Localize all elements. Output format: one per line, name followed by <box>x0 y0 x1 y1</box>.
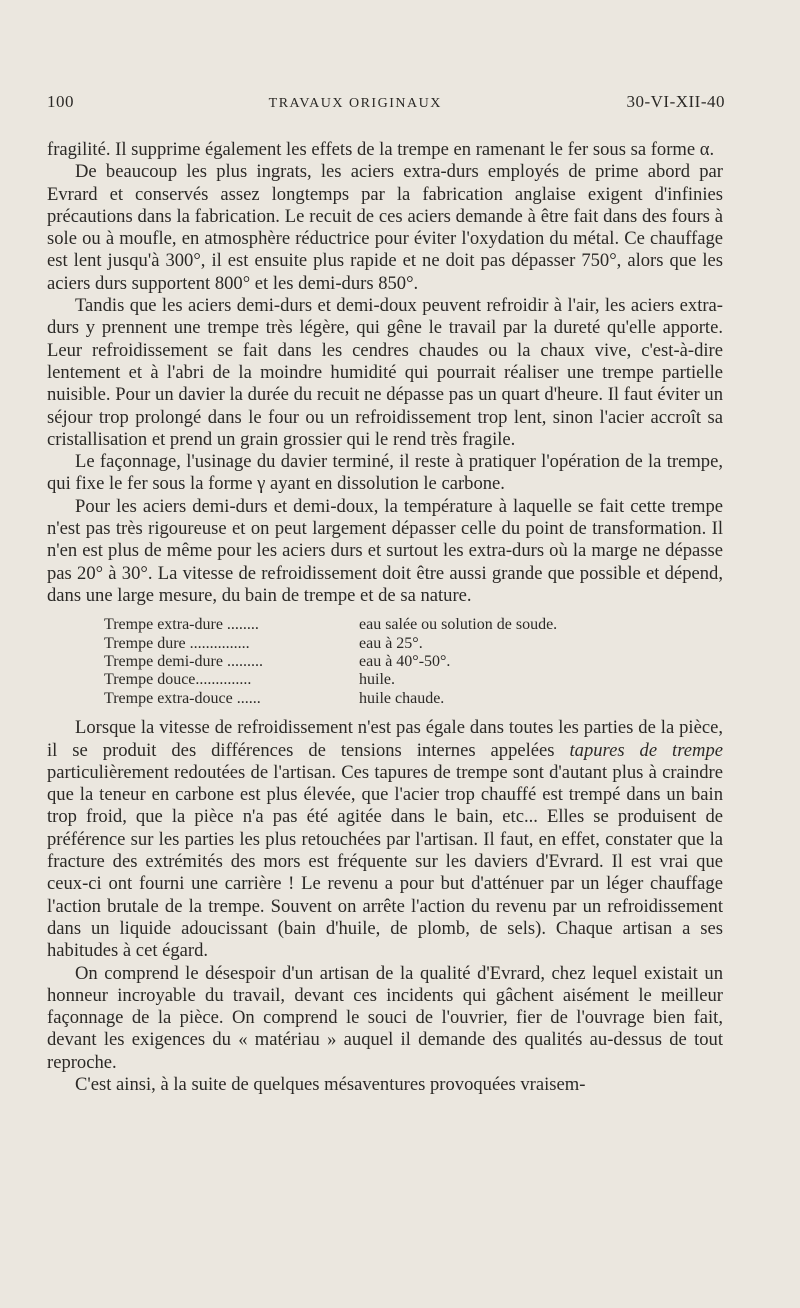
table-label: Trempe extra-dure ........ <box>104 616 259 634</box>
paragraph-text: Lorsque la vitesse de refroidissement n'est pas égale dans toutes les parties de la pièce, il se produit des différences de tensions internes appelées <box>47 717 723 761</box>
table-row <box>104 616 723 634</box>
table-row <box>104 653 723 671</box>
table-value: eau à 40°-50°. <box>359 653 451 671</box>
paragraph: Le façonnage, l'usinage du davier terminé, il reste à pratiquer l'opération de la trempe, qui fixe le fer sous la forme γ ayant en dissolution le carbone. <box>47 451 723 495</box>
page-number: 100 <box>47 92 74 111</box>
running-header <box>47 92 725 112</box>
trempe-table <box>104 616 723 708</box>
paragraph: On comprend le désespoir d'un artisan de la qualité d'Evrard, chez lequel existait un honneur incroyable du travail, devant ces incidents qui gâchent aisément le meilleur façonnage de la pièce. On comprend le souci de l'ouvrier, fier de l'ouvrage bien fait, devant les exigences du « matériau » auquel il demande des qualités au-dessus de tout reproche. <box>47 962 723 1073</box>
table-label: Trempe dure ............... <box>104 634 250 652</box>
body-text <box>47 139 723 1096</box>
table-value: huile. <box>359 671 395 689</box>
table-label: Trempe extra-douce ...... <box>104 689 261 707</box>
table-row <box>104 635 723 653</box>
italic-term: tapures de trempe <box>569 739 723 761</box>
journal-section-title: TRAVAUX ORIGINAUX <box>268 96 442 111</box>
table-row <box>104 690 723 708</box>
paragraph: C'est ainsi, à la suite de quelques mésaventures provoquées vraisem- <box>75 1074 586 1096</box>
paragraph: Pour les aciers demi-durs et demi-doux, la température à laquelle se fait cette trempe n'est pas très rigoureuse et on peut largement dépasser celle du point de transformation. Il n'en est plus de même pour les aciers durs et surtout les extra-durs où la marge ne dépasse pas 20° à 30°. La vitesse de refroidissement doit être aussi grande que possible et dépend, dans une large mesure, du bain de trempe et de sa nature. <box>47 495 723 606</box>
table-value: eau à 25°. <box>359 634 423 652</box>
paragraph: Tandis que les aciers demi-durs et demi-doux peuvent refroidir à l'air, les aciers extra-durs y prennent une trempe très légère, qui gêne le travail par la dureté qu'elle apporte. Leur refroidissement se fait dans les cendres chaudes ou la chaux vive, c'est-à-dire lentement et à l'abri de la moindre humidité qui pourrait réaliser une trempe partielle nuisible. Pour un davier la durée du recuit ne dépasse pas un quart d'heure. Il faut éviter un séjour trop prolongé dans le four ou un refroidissement trop lent, sinon l'acier accroît sa cristallisation et prend un grain grossier qui le rend très fragile. <box>47 295 723 450</box>
table-label: Trempe douce.............. <box>104 671 252 689</box>
table-value: huile chaude. <box>359 689 445 707</box>
paragraph: De beaucoup les plus ingrats, les aciers extra-durs employés de prime abord par Evrard et conservés assez longtemps par la fabrication anglaise exigent d'infinies précautions dans la fabrication. Le recuit de ces aciers demande à être fait dans des fours à sole ou à moufle, en atmosphère réductrice pour éviter l'oxydation du métal. Ce chauffage est lent jusqu'à 300°, il est ensuite plus rapide et ne doit pas dépasser 750°, alors que les aciers durs supportent 800° et les demi-durs 850°. <box>47 161 723 294</box>
table-value: eau salée ou solution de soude. <box>359 616 558 634</box>
table-row <box>104 671 723 689</box>
paragraph: fragilité. Il supprime également les effets de la trempe en ramenant le fer sous sa forme α. <box>47 139 715 160</box>
table-label: Trempe demi-dure ......... <box>104 653 263 671</box>
paragraph <box>47 717 723 962</box>
issue-number: 30-VI-XII-40 <box>626 92 725 111</box>
paragraph-text: particulièrement redoutées de l'artisan. Ces tapures de trempe sont d'autant plus à craindre que la teneur en carbone est plus élevée, que l'acier trop chauffé est trempé dans un bain trop froid, que la pièce n'a pas été agitée dans le bain, etc... Elles se produisent de préférence sur les parties les plus retouchées par l'artisan. Il faut, en effet, constater que la fracture des extrémités des mors est fréquente sur les daviers d'Evrard. Il est vrai que ceux-ci ont fourni une carrière ! Le revenu a pour but d'atténuer par un léger chauffage l'action brutale de la trempe. Souvent on arrête l'action du revenu par un refroidissement dans un liquide adoucissant (bain d'huile, de plomb, de sels). Chaque artisan a ses habitudes à cet égard. <box>47 761 723 962</box>
